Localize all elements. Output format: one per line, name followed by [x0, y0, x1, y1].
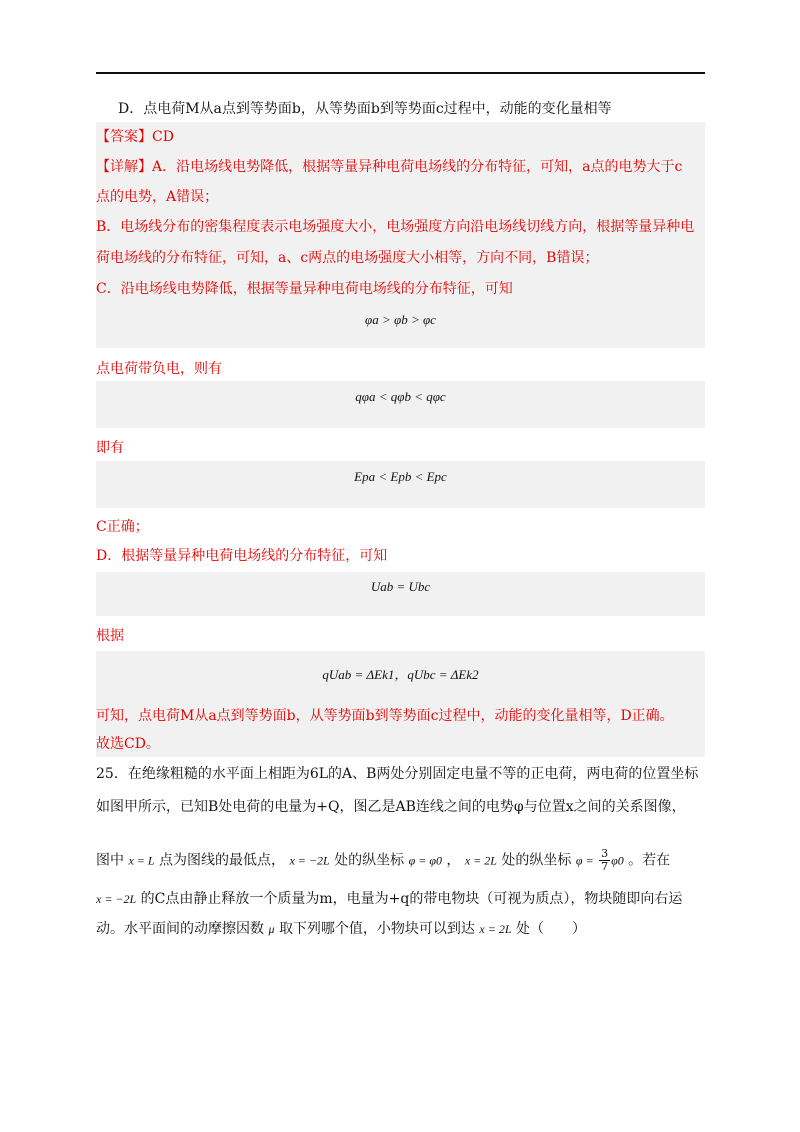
equation-potential-energy: Epa < Epb < Epc [354, 469, 447, 484]
explain-d-line1: D．根据等量异种电荷电场线的分布特征，可知 [96, 548, 388, 564]
option-d: D．点电荷M从a点到等势面b，从等势面b到等势面c过程中，动能的变化量相等 [118, 101, 612, 117]
q25-line2: 如图甲所示，已知B处电荷的电量为+Q，图乙是AB连线之间的电势φ与位置x之间的关系图像， [96, 799, 686, 815]
explain-a-line2: 点的电势，A错误； [96, 189, 219, 205]
explain-b-line2: 荷电场线的分布特征，可知，a、c两点的电场强度大小相等，方向不同，B错误； [96, 250, 599, 266]
fraction-three-sevenths [599, 848, 610, 873]
final-answer: 故选CD。 [96, 736, 160, 752]
q25-line3-text-f: 。若在 [628, 852, 671, 869]
explain-a-line1: 【详解】A．沿电场线电势降低，根据等量异种电荷电场线的分布特征，可知，a点的电势大于c [96, 159, 683, 175]
math-phi-eq: φ = [575, 853, 594, 868]
q25-line3-text-c: 处的纵坐标 [334, 852, 405, 869]
q25-line4 [96, 888, 682, 910]
q25-line1: 25．在绝缘粗糙的水平面上相距为6L的A、B两处分别固定电量不等的正电荷，两电荷的位置坐标 [96, 766, 699, 782]
fraction-denominator: 7 [601, 860, 609, 873]
q25-line5-text-c: 处（ ） [515, 921, 586, 937]
q25-line3-text-a: 图中 [96, 852, 124, 869]
q25-line3 [96, 848, 670, 873]
header-rule [96, 72, 705, 74]
equation-voltage: Uab = Ubc [370, 579, 431, 594]
equation-q-phi: qφa < qφb < qφc [355, 389, 446, 404]
math-x-eq-2l: x = 2L [464, 853, 497, 868]
q25-line3-text-d: ， [446, 852, 461, 869]
q25-line4-text: 的C点由静止释放一个质量为m，电量为+q的带电物块（可视为质点），物块随即向右运 [140, 891, 683, 907]
math-x-eq-neg2l-b: x = −2L [96, 892, 137, 906]
q25-line3-text-b: 点为图线的最低点， [159, 852, 286, 869]
equation-potential-order: φa > φb > φc [365, 312, 436, 327]
math-x-eq-l: x = L [128, 853, 155, 868]
answer-label: 【答案】CD [96, 129, 174, 145]
math-x-eq-neg2l: x = −2L [289, 853, 330, 868]
q25-line3-text-e: 处的纵坐标 [501, 852, 572, 869]
explain-b-line1: B．电场线分布的密集程度表示电场强度大小，电场强度方向沿电场线切线方向，根据等量异种电 [96, 219, 695, 235]
q25-line5-text-b: 取下列哪个值，小物块可以到达 [278, 921, 475, 937]
math-x-eq-2l-b: x = 2L [479, 922, 512, 936]
text-thus: 即有 [96, 440, 124, 456]
math-phi0: φ0 [611, 853, 624, 868]
math-phi-eq-phi0: φ = φ0 [408, 853, 442, 868]
q25-line5 [96, 918, 586, 940]
text-negative-charge: 点电荷带负电，则有 [96, 361, 222, 377]
fraction-numerator: 3 [601, 847, 609, 860]
equation-kinetic-energy: qUab = ΔEk1，qUbc = ΔEk2 [322, 667, 479, 682]
q25-line5-text-a: 动。水平面间的动摩擦因数 [96, 921, 264, 937]
text-basis: 根据 [96, 628, 124, 644]
conclusion-text: 可知，点电荷M从a点到等势面b，从等势面b到等势面c过程中，动能的变化量相等，D正确。 [96, 708, 674, 724]
math-mu: μ [268, 922, 275, 936]
explain-c-line1: C．沿电场线电势降低，根据等量异种电荷电场线的分布特征，可知 [96, 281, 513, 297]
text-c-correct: C正确； [96, 519, 149, 535]
